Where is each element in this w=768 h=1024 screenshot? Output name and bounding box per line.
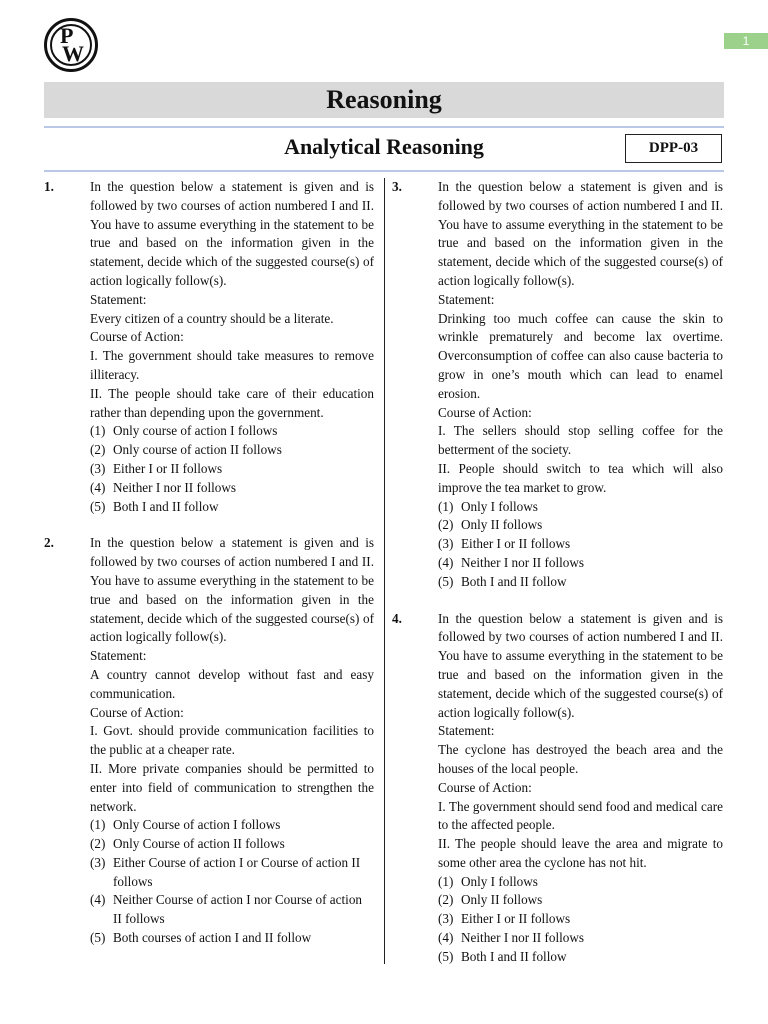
option-text: Neither I nor II follows bbox=[461, 930, 585, 946]
statement-text: Drinking too much coffee can cause the skin to wrinkle prematurely and become lax overtime. Overconsumption of coffee can also cause bacteria to grow in one’s mouth which can lead to enamel erosion. bbox=[438, 310, 723, 401]
course-i: I. The government should send food and medical care to the affected people. bbox=[438, 798, 723, 833]
question-intro: In the question below a statement is given and is followed by two courses of action numbered I and II. You have to assume everything in the statement to be true and based on the information given in the statement, decide which of the suggested course(s) of action logically follow(s). bbox=[90, 535, 374, 645]
course-label: Course of Action: bbox=[438, 404, 532, 420]
question-number: 4. bbox=[392, 610, 402, 626]
option-item[interactable] bbox=[90, 835, 374, 854]
question-intro: In the question below a statement is given and is followed by two courses of action numbered I and II. You have to assume everything in the statement to be true and based on the information given in the statement, decide which of the suggested course(s) of action logically follow(s). bbox=[438, 179, 723, 288]
option-text: Only I follows bbox=[461, 873, 538, 889]
option-item[interactable] bbox=[438, 535, 723, 554]
course-ii: II. More private companies should be permitted to enter into field of communication to strengthen the network. bbox=[90, 760, 374, 814]
options-list bbox=[438, 873, 723, 967]
question-number: 3. bbox=[392, 179, 402, 194]
option-number: (2) bbox=[438, 517, 454, 533]
option-item[interactable] bbox=[438, 873, 723, 892]
option-item[interactable] bbox=[90, 479, 374, 498]
option-number: (3) bbox=[438, 911, 454, 927]
option-item[interactable] bbox=[90, 929, 374, 948]
option-item[interactable] bbox=[438, 573, 723, 592]
question-1 bbox=[44, 178, 374, 516]
option-text: Both I and II follow bbox=[461, 573, 567, 589]
options-list bbox=[90, 422, 374, 516]
option-number: (2) bbox=[438, 892, 454, 908]
option-text: Only I follows bbox=[461, 498, 538, 514]
option-number: (2) bbox=[90, 442, 106, 458]
option-text: Either I or II follows bbox=[113, 460, 223, 476]
option-text: Either I or II follows bbox=[461, 911, 571, 927]
option-number: (5) bbox=[438, 573, 454, 589]
option-text: Either Course of action I or Course of action II follows bbox=[113, 854, 361, 889]
option-item[interactable] bbox=[438, 910, 723, 929]
course-ii: II. People should switch to tea which will also improve the tea market to grow. bbox=[438, 460, 723, 495]
option-item[interactable] bbox=[90, 441, 374, 460]
option-number: (4) bbox=[438, 930, 454, 946]
page-number: 1 bbox=[724, 33, 768, 49]
options-list bbox=[438, 498, 723, 592]
column-divider bbox=[384, 178, 385, 964]
left-column bbox=[44, 178, 374, 948]
option-item[interactable] bbox=[438, 554, 723, 573]
option-item[interactable] bbox=[438, 516, 723, 535]
option-number: (1) bbox=[90, 817, 106, 833]
dpp-code-badge: DPP-03 bbox=[625, 134, 722, 163]
option-number: (1) bbox=[438, 498, 454, 514]
question-2 bbox=[44, 534, 374, 948]
course-label: Course of Action: bbox=[438, 779, 532, 795]
option-item[interactable] bbox=[90, 816, 374, 835]
option-number: (4) bbox=[90, 479, 106, 495]
option-number: (5) bbox=[438, 948, 454, 964]
question-4 bbox=[392, 610, 723, 967]
option-item[interactable] bbox=[90, 498, 374, 517]
option-item[interactable] bbox=[90, 891, 374, 929]
right-column bbox=[392, 178, 723, 967]
option-text: Only II follows bbox=[461, 892, 543, 908]
option-number: (4) bbox=[438, 554, 454, 570]
page-subtitle: Analytical Reasoning bbox=[284, 134, 484, 159]
logo-letter-p: P bbox=[60, 23, 74, 48]
option-item[interactable] bbox=[438, 498, 723, 517]
statement-label: Statement: bbox=[90, 291, 147, 307]
option-number: (3) bbox=[90, 854, 106, 870]
option-text: Both I and II follow bbox=[461, 948, 567, 964]
option-item[interactable] bbox=[438, 929, 723, 948]
statement-label: Statement: bbox=[438, 291, 495, 307]
statement-text: The cyclone has destroyed the beach area and the houses of the local people. bbox=[438, 742, 723, 776]
question-3 bbox=[392, 178, 723, 592]
option-text: Only course of action II follows bbox=[113, 442, 282, 458]
option-text: Neither Course of action I nor Course of action II follows bbox=[113, 892, 363, 927]
divider-line bbox=[44, 170, 724, 172]
question-intro: In the question below a statement is given and is followed by two courses of action numbered I and II. You have to assume everything in the statement to be true and based on the information given in the statement, decide which of the suggested course(s) of action logically follow(s). bbox=[90, 179, 374, 288]
option-text: Only course of action I follows bbox=[113, 423, 278, 439]
option-item[interactable] bbox=[438, 948, 723, 967]
option-number: (3) bbox=[438, 536, 454, 552]
course-i: I. The sellers should stop selling coffee for the betterment of the society. bbox=[438, 423, 723, 458]
option-number: (4) bbox=[90, 892, 106, 908]
divider-line bbox=[44, 126, 724, 128]
option-item[interactable] bbox=[90, 422, 374, 441]
option-number: (2) bbox=[90, 836, 106, 852]
option-item[interactable] bbox=[90, 854, 374, 892]
option-text: Both I and II follow bbox=[113, 498, 219, 514]
option-text: Only Course of action I follows bbox=[113, 817, 281, 833]
statement-label: Statement: bbox=[90, 648, 147, 664]
statement-text: Every citizen of a country should be a literate. bbox=[90, 310, 334, 326]
option-text: Both courses of action I and II follow bbox=[113, 930, 312, 946]
option-item[interactable] bbox=[90, 460, 374, 479]
options-list bbox=[90, 816, 374, 948]
course-label: Course of Action: bbox=[90, 704, 184, 720]
question-number: 1. bbox=[44, 179, 54, 194]
option-number: (1) bbox=[438, 873, 454, 889]
page-title: Reasoning bbox=[44, 82, 724, 118]
option-number: (1) bbox=[90, 423, 106, 439]
statement-label: Statement: bbox=[438, 723, 495, 739]
question-intro: In the question below a statement is given and is followed by two courses of action numbered I and II. You have to assume everything in the statement to be true and based on the information given in the statement, decide which of the suggested course(s) of action logically follow(s). bbox=[438, 610, 723, 720]
option-number: (3) bbox=[90, 460, 106, 476]
option-text: Either I or II follows bbox=[461, 536, 571, 552]
pw-logo bbox=[44, 18, 98, 72]
option-text: Only Course of action II follows bbox=[113, 836, 285, 852]
option-text: Neither I nor II follows bbox=[461, 554, 585, 570]
question-number: 2. bbox=[44, 535, 54, 551]
course-ii: II. The people should take care of their education rather than depending upon the government. bbox=[90, 385, 374, 420]
course-i: I. Govt. should provide communication facilities to the public at a cheaper rate. bbox=[90, 723, 374, 758]
option-text: Only II follows bbox=[461, 517, 543, 533]
course-i: I. The government should take measures to remove illiteracy. bbox=[90, 348, 374, 382]
statement-text: A country cannot develop without fast and easy communication. bbox=[90, 666, 374, 701]
course-ii: II. The people should leave the area and migrate to some other area the cyclone has not hit. bbox=[438, 836, 723, 870]
option-text: Neither I nor II follows bbox=[113, 479, 237, 495]
logo-letter-w: W bbox=[62, 41, 84, 66]
option-number: (5) bbox=[90, 498, 106, 514]
option-number: (5) bbox=[90, 930, 106, 946]
option-item[interactable] bbox=[438, 891, 723, 910]
course-label: Course of Action: bbox=[90, 329, 184, 345]
